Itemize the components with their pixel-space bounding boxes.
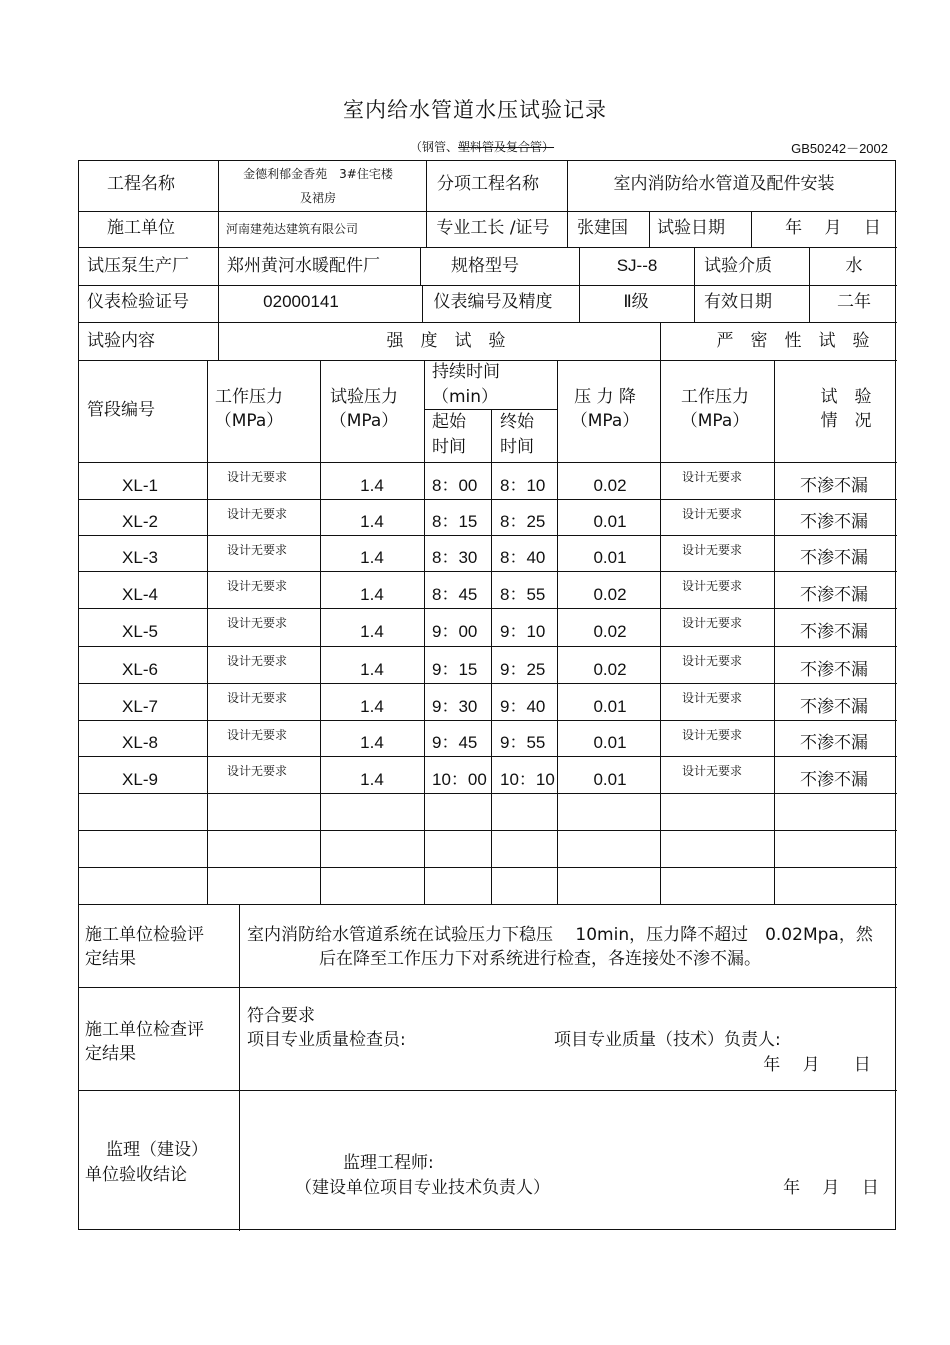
start-time-cell: 8：00 <box>432 475 478 495</box>
start-time-cell: 9：00 <box>432 622 478 641</box>
table-rule <box>79 285 897 286</box>
segment-cell: XL-5 <box>122 622 158 641</box>
table-rule <box>79 987 897 988</box>
record-table <box>78 160 896 1230</box>
work-pressure-cell: 设计无要求 <box>227 728 288 742</box>
end-time-cell: 9：55 <box>500 733 546 752</box>
check-inspector: 项目专业质量检查员: <box>247 1030 406 1050</box>
segment-cell: XL-4 <box>122 584 158 604</box>
tight-pressure-cell: 设计无要求 <box>682 507 743 521</box>
cert-label: 仪表检验证号 <box>87 292 189 312</box>
check-date: 年 月 日 <box>763 1055 871 1075</box>
tight-pressure-cell: 设计无要求 <box>682 728 743 742</box>
eval-text-1: 室内消防给水管道系统在试验压力下稳压 10min，压力降不超过 0.02Mpa，然 <box>247 925 873 945</box>
supervision-label-1: 监理（建设） <box>106 1140 208 1160</box>
test-pressure-cell: 1.4 <box>360 659 384 679</box>
medium-value: 水 <box>845 256 863 276</box>
duration-header-1: 持续时间 <box>432 362 500 382</box>
start-time-cell: 9：30 <box>432 696 478 716</box>
segment-cell: XL-6 <box>122 659 158 679</box>
project-name-label: 工程名称 <box>107 174 175 194</box>
pressure-drop-cell: 0.01 <box>593 733 627 752</box>
work-pressure-header-2: （MPa） <box>214 411 284 431</box>
segment-cell: XL-7 <box>122 696 158 716</box>
result-cell: 不渗不漏 <box>800 659 868 680</box>
drop-header-1: 压 力 降 <box>574 387 636 407</box>
result-header-2: 情 况 <box>820 411 872 431</box>
end-time-cell: 8：25 <box>500 512 546 531</box>
work-pressure-header-1: 工作压力 <box>215 387 283 407</box>
segment-cell: XL-3 <box>122 548 158 567</box>
strength-header: 强 度 试 验 <box>386 331 506 351</box>
project-name-value-1: 金德利郁金香苑 3#住宅楼 <box>243 167 393 181</box>
pressure-drop-cell: 0.02 <box>593 475 627 495</box>
subproject-value: 室内消防给水管道及配件安装 <box>613 174 835 194</box>
end-header-2: 时间 <box>500 437 534 457</box>
tight-pressure-cell: 设计无要求 <box>682 691 743 705</box>
test-pressure-header-2: （MPa） <box>329 411 399 431</box>
eval-text-2: 后在降至工作压力下对系统进行检查，各连接处不渗不漏。 <box>319 949 761 969</box>
segment-cell: XL-9 <box>122 769 158 789</box>
pressure-drop-cell: 0.02 <box>593 584 627 604</box>
segment-cell: XL-2 <box>122 512 158 531</box>
tight-work-header-1: 工作压力 <box>681 387 749 407</box>
pressure-drop-cell: 0.01 <box>593 769 627 789</box>
supervision-date: 年 月 日 <box>783 1178 879 1198</box>
start-time-cell: 10：00 <box>432 769 487 789</box>
supervision-label-2: 单位验收结论 <box>85 1165 187 1185</box>
tight-pressure-cell: 设计无要求 <box>682 579 743 593</box>
test-date-value: 年 月 日 <box>785 218 881 238</box>
end-time-cell: 10：10 <box>500 769 555 789</box>
duration-header-2: （min） <box>432 387 499 407</box>
content-label: 试验内容 <box>87 331 155 351</box>
end-time-cell: 8：10 <box>500 475 546 495</box>
supervision-engineer: 监理工程师: <box>343 1153 434 1173</box>
subtitle-struck: 塑料管及复合管） <box>458 140 555 154</box>
gauge-value: Ⅱ级 <box>623 292 649 312</box>
end-time-cell: 8：55 <box>500 584 546 604</box>
end-time-cell: 9：10 <box>500 622 546 641</box>
pressure-drop-cell: 0.02 <box>593 659 627 679</box>
work-pressure-cell: 设计无要求 <box>227 579 288 593</box>
start-time-cell: 8：45 <box>432 584 478 604</box>
test-pressure-cell: 1.4 <box>360 769 384 789</box>
tightness-header: 严 密 性 试 验 <box>716 331 870 351</box>
result-cell: 不渗不漏 <box>800 584 868 605</box>
table-rule <box>218 322 219 360</box>
end-time-cell: 9：40 <box>500 696 546 716</box>
table-rule <box>239 904 240 1231</box>
start-time-cell: 8：15 <box>432 512 478 531</box>
supervision-owner-rep: （建设单位项目专业技术负责人） <box>295 1178 550 1198</box>
model-value: SJ--8 <box>616 256 658 275</box>
work-pressure-cell: 设计无要求 <box>227 543 288 557</box>
table-rule <box>79 904 897 905</box>
test-pressure-cell: 1.4 <box>360 584 384 604</box>
tight-pressure-cell: 设计无要求 <box>682 616 743 630</box>
cert-value: 02000141 <box>263 292 339 311</box>
check-conforms: 符合要求 <box>247 1006 315 1026</box>
work-pressure-cell: 设计无要求 <box>227 507 288 521</box>
subproject-label: 分项工程名称 <box>437 174 539 194</box>
contractor-value: 河南建苑达建筑有限公司 <box>226 222 359 236</box>
result-header-1: 试 验 <box>820 387 872 407</box>
tight-work-header-2: （MPa） <box>680 411 750 431</box>
work-pressure-cell: 设计无要求 <box>227 470 288 484</box>
standard-code: GB50242－2002 <box>791 141 888 156</box>
tight-pressure-cell: 设计无要求 <box>682 470 743 484</box>
tight-pressure-cell: 设计无要求 <box>682 654 743 668</box>
table-rule <box>79 322 897 323</box>
table-rule <box>649 211 650 247</box>
end-time-cell: 9：25 <box>500 659 546 679</box>
pump-maker-value: 郑州黄河水暖配件厂 <box>227 256 380 276</box>
result-cell: 不渗不漏 <box>800 512 868 532</box>
subtitle-pipe-types <box>410 138 554 155</box>
pump-maker-label: 试压泵生产厂 <box>87 256 189 276</box>
eval-label-1: 施工单位检验评 <box>85 925 204 945</box>
pressure-drop-cell: 0.02 <box>593 622 627 641</box>
result-cell: 不渗不漏 <box>800 696 868 717</box>
pressure-drop-cell: 0.01 <box>593 696 627 716</box>
project-name-value-2: 及裙房 <box>299 191 336 205</box>
gauge-label: 仪表编号及精度 <box>433 292 553 312</box>
table-rule <box>79 211 897 212</box>
test-pressure-cell: 1.4 <box>360 475 384 495</box>
check-label-2: 定结果 <box>85 1044 136 1064</box>
work-pressure-cell: 设计无要求 <box>227 764 288 778</box>
eval-label-2: 定结果 <box>85 949 136 969</box>
subtitle-prefix: （钢管、 <box>410 140 459 154</box>
end-time-cell: 8：40 <box>500 548 546 567</box>
segment-cell: XL-1 <box>122 475 158 495</box>
result-cell: 不渗不漏 <box>800 548 868 568</box>
test-pressure-cell: 1.4 <box>360 512 384 531</box>
work-pressure-cell: 设计无要求 <box>227 654 288 668</box>
result-cell: 不渗不漏 <box>800 733 868 753</box>
check-manager: 项目专业质量（技术）负责人: <box>554 1030 781 1050</box>
test-pressure-header-1: 试验压力 <box>330 387 398 407</box>
start-header-2: 时间 <box>432 437 466 457</box>
drop-header-2: （MPa） <box>570 411 640 431</box>
model-label: 规格型号 <box>451 256 519 276</box>
test-date-label: 试验日期 <box>657 218 725 238</box>
test-pressure-cell: 1.4 <box>360 548 384 567</box>
test-pressure-cell: 1.4 <box>360 622 384 641</box>
contractor-label: 施工单位 <box>107 218 175 238</box>
check-label-1: 施工单位检查评 <box>85 1020 204 1040</box>
tight-pressure-cell: 设计无要求 <box>682 764 743 778</box>
medium-label: 试验介质 <box>704 256 772 276</box>
start-time-cell: 8：30 <box>432 548 478 567</box>
tight-pressure-cell: 设计无要求 <box>682 543 743 557</box>
table-rule <box>79 1090 897 1091</box>
work-pressure-cell: 设计无要求 <box>227 616 288 630</box>
result-cell: 不渗不漏 <box>800 475 868 496</box>
segment-cell: XL-8 <box>122 733 158 752</box>
test-pressure-cell: 1.4 <box>360 733 384 752</box>
end-header-1: 终始 <box>500 412 534 432</box>
segment-header: 管段编号 <box>87 400 155 420</box>
valid-label: 有效日期 <box>704 292 772 312</box>
start-time-cell: 9：15 <box>432 659 478 679</box>
pressure-drop-cell: 0.01 <box>593 512 627 531</box>
test-pressure-cell: 1.4 <box>360 696 384 716</box>
work-pressure-cell: 设计无要求 <box>227 691 288 705</box>
page-title: 室内给水管道水压试验记录 <box>343 98 607 122</box>
foreman-value: 张建国 <box>577 218 628 238</box>
start-header-1: 起始 <box>432 412 466 432</box>
result-cell: 不渗不漏 <box>800 769 868 790</box>
foreman-label: 专业工长 /证号 <box>436 218 550 238</box>
result-cell: 不渗不漏 <box>800 622 868 642</box>
start-time-cell: 9：45 <box>432 733 478 752</box>
table-rule <box>79 247 897 248</box>
pressure-drop-cell: 0.01 <box>593 548 627 567</box>
valid-value: 二年 <box>837 292 871 312</box>
